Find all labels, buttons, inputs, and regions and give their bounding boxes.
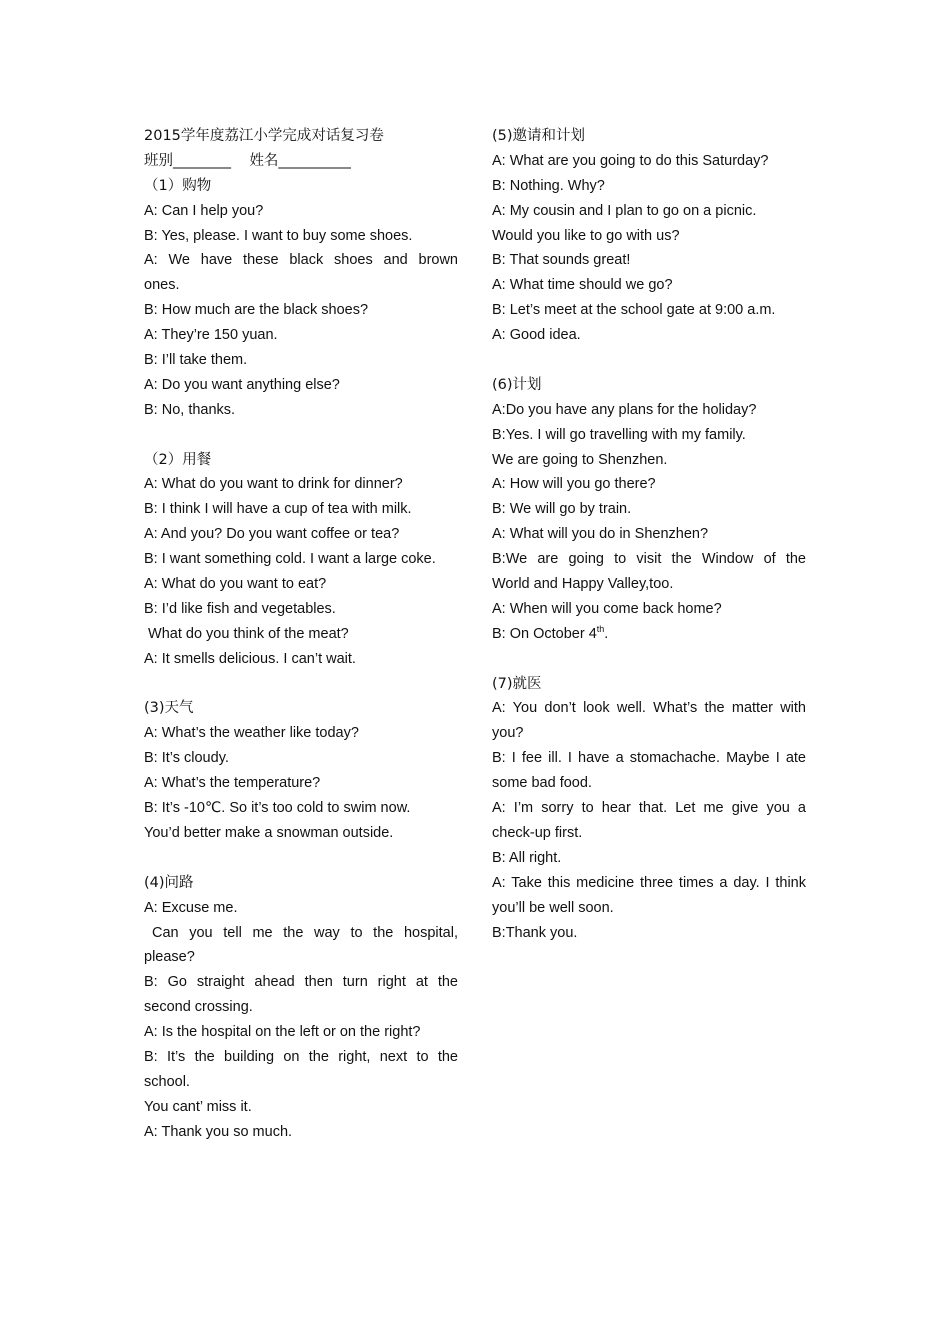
dialogue-line: B: I think I will have a cup of tea with milk. [144,501,412,518]
dialogue-line: B:We are going to visit the Window of the [492,551,806,568]
section-dining [144,448,458,672]
dialogue-line: B: Let’s meet at the school gate at 9:00 a.m. [492,302,776,319]
dialogue-line: B: It’s -10℃. So it’s too cold to swim now. [144,800,411,817]
dialogue-line: A: It smells delicious. I can’t wait. [144,650,356,667]
dialogue-line: A: I’m sorry to hear that. Let me give you a [492,800,806,817]
dialogue-line: B: All right. [492,849,562,866]
dialogue-line: What do you think of the meat? [144,625,349,642]
dialogue-line: you? [492,725,524,742]
section-title: （2）用餐 [144,451,212,468]
dialogue-line: A: What time should we go? [492,277,673,294]
dialogue-line: B: Yes, please. I want to buy some shoes. [144,227,413,244]
document-title: 2015学年度荔江小学完成对话复习卷 [144,128,384,144]
dialogue-line: B: Nothing. Why? [492,177,605,194]
dialogue-line: Can you tell me the way to the hospital, [152,924,458,941]
dialogue-line: A:Do you have any plans for the holiday? [492,401,757,418]
dialogue-line: B: I’d like fish and vegetables. [144,600,336,617]
dialogue-line: A: What do you want to eat? [144,576,327,593]
class-label: 班别________ [144,152,231,169]
spacer [144,672,458,697]
spacer [492,348,806,373]
section-title: (3)天气 [144,700,194,717]
dialogue-line: A: How will you go there? [492,476,656,493]
section-title: (7)就医 [492,675,542,692]
dialogue-line: A: Excuse me. [144,899,238,916]
dialogue-line: B: I want something cold. I want a large coke. [144,551,436,568]
dialogue-line: A: What’s the weather like today? [144,725,359,742]
dialogue-line: please? [144,949,195,966]
dialogue-line: B: We will go by train. [492,501,632,518]
spacer [144,423,458,448]
dialogue-line: A: Do you want anything else? [144,376,340,393]
left-column [144,124,458,1145]
dialogue-line: A: My cousin and I plan to go on a picnic. [492,202,757,219]
section-invitation [492,124,806,348]
name-label: 姓名__________ [249,152,351,169]
dialogue-line: A: They’re 150 yuan. [144,327,278,344]
dialogue-line: B: No, thanks. [144,401,236,418]
dialogue-line: A: We have these black shoes and brown [144,252,458,269]
dialogue-line: A: Take this medicine three times a day. I think [492,874,806,891]
ordinal-suffix: th [596,623,605,634]
dialogue-line: B: How much are the black shoes? [144,302,369,319]
dialogue-line: B: That sounds great! [492,252,631,269]
dialogue-line: some bad food. [492,775,592,792]
spacer [492,647,806,672]
dialogue-line: school. [144,1073,190,1090]
right-column [492,124,806,945]
date-text: B: On October 4 [492,625,597,642]
dialogue-line: A: Is the hospital on the left or on the right? [144,1024,421,1041]
dialogue-line: A: Can I help you? [144,202,264,219]
section-directions [144,871,458,1145]
section-title: (5)邀请和计划 [492,128,586,144]
dialogue-line: you’ll be well soon. [492,899,614,916]
spacer [144,846,458,871]
period-text: . [604,625,609,642]
dialogue-line: A: What are you going to do this Saturday? [492,152,769,169]
dialogue-line: B: I fee ill. I have a stomachache. Maybe I ate [492,750,806,767]
dialogue-line: B: Go straight ahead then turn right at the [144,974,458,991]
section-weather [144,696,458,845]
dialogue-line: We are going to Shenzhen. [492,451,668,468]
student-info-line [144,149,458,174]
dialogue-line: check-up first. [492,824,583,841]
dialogue-line: A: When will you come back home? [492,600,722,617]
dialogue-line: ones. [144,277,180,294]
section-title: (6)计划 [492,376,542,393]
dialogue-line: A: What will you do in Shenzhen? [492,526,709,543]
dialogue-line: second crossing. [144,999,253,1016]
dialogue-line: A: You don’t look well. What’s the matter with [492,700,806,717]
dialogue-line: A: And you? Do you want coffee or tea? [144,526,400,543]
section-doctor [492,672,806,946]
section-shopping [144,174,458,423]
dialogue-line: B:Thank you. [492,924,578,941]
dialogue-line: A: Thank you so much. [144,1123,293,1140]
section-title: (4)问路 [144,874,194,891]
section-title: （1）购物 [144,177,212,194]
dialogue-line: A: What do you want to drink for dinner? [144,476,403,493]
dialogue-line: B: It’s cloudy. [144,750,229,767]
dialogue-line [492,622,806,647]
dialogue-line: Would you like to go with us? [492,227,680,244]
dialogue-line: You cant’ miss it. [144,1098,252,1115]
section-plans [492,373,806,647]
dialogue-line: B: I’ll take them. [144,352,248,369]
dialogue-line: A: What’s the temperature? [144,775,321,792]
dialogue-line: You’d better make a snowman outside. [144,824,394,841]
dialogue-line: B: It’s the building on the right, next to the [144,1048,458,1065]
dialogue-line: A: Good idea. [492,327,581,344]
dialogue-line: World and Happy Valley,too. [492,576,674,593]
dialogue-line: B:Yes. I will go travelling with my family. [492,426,746,443]
